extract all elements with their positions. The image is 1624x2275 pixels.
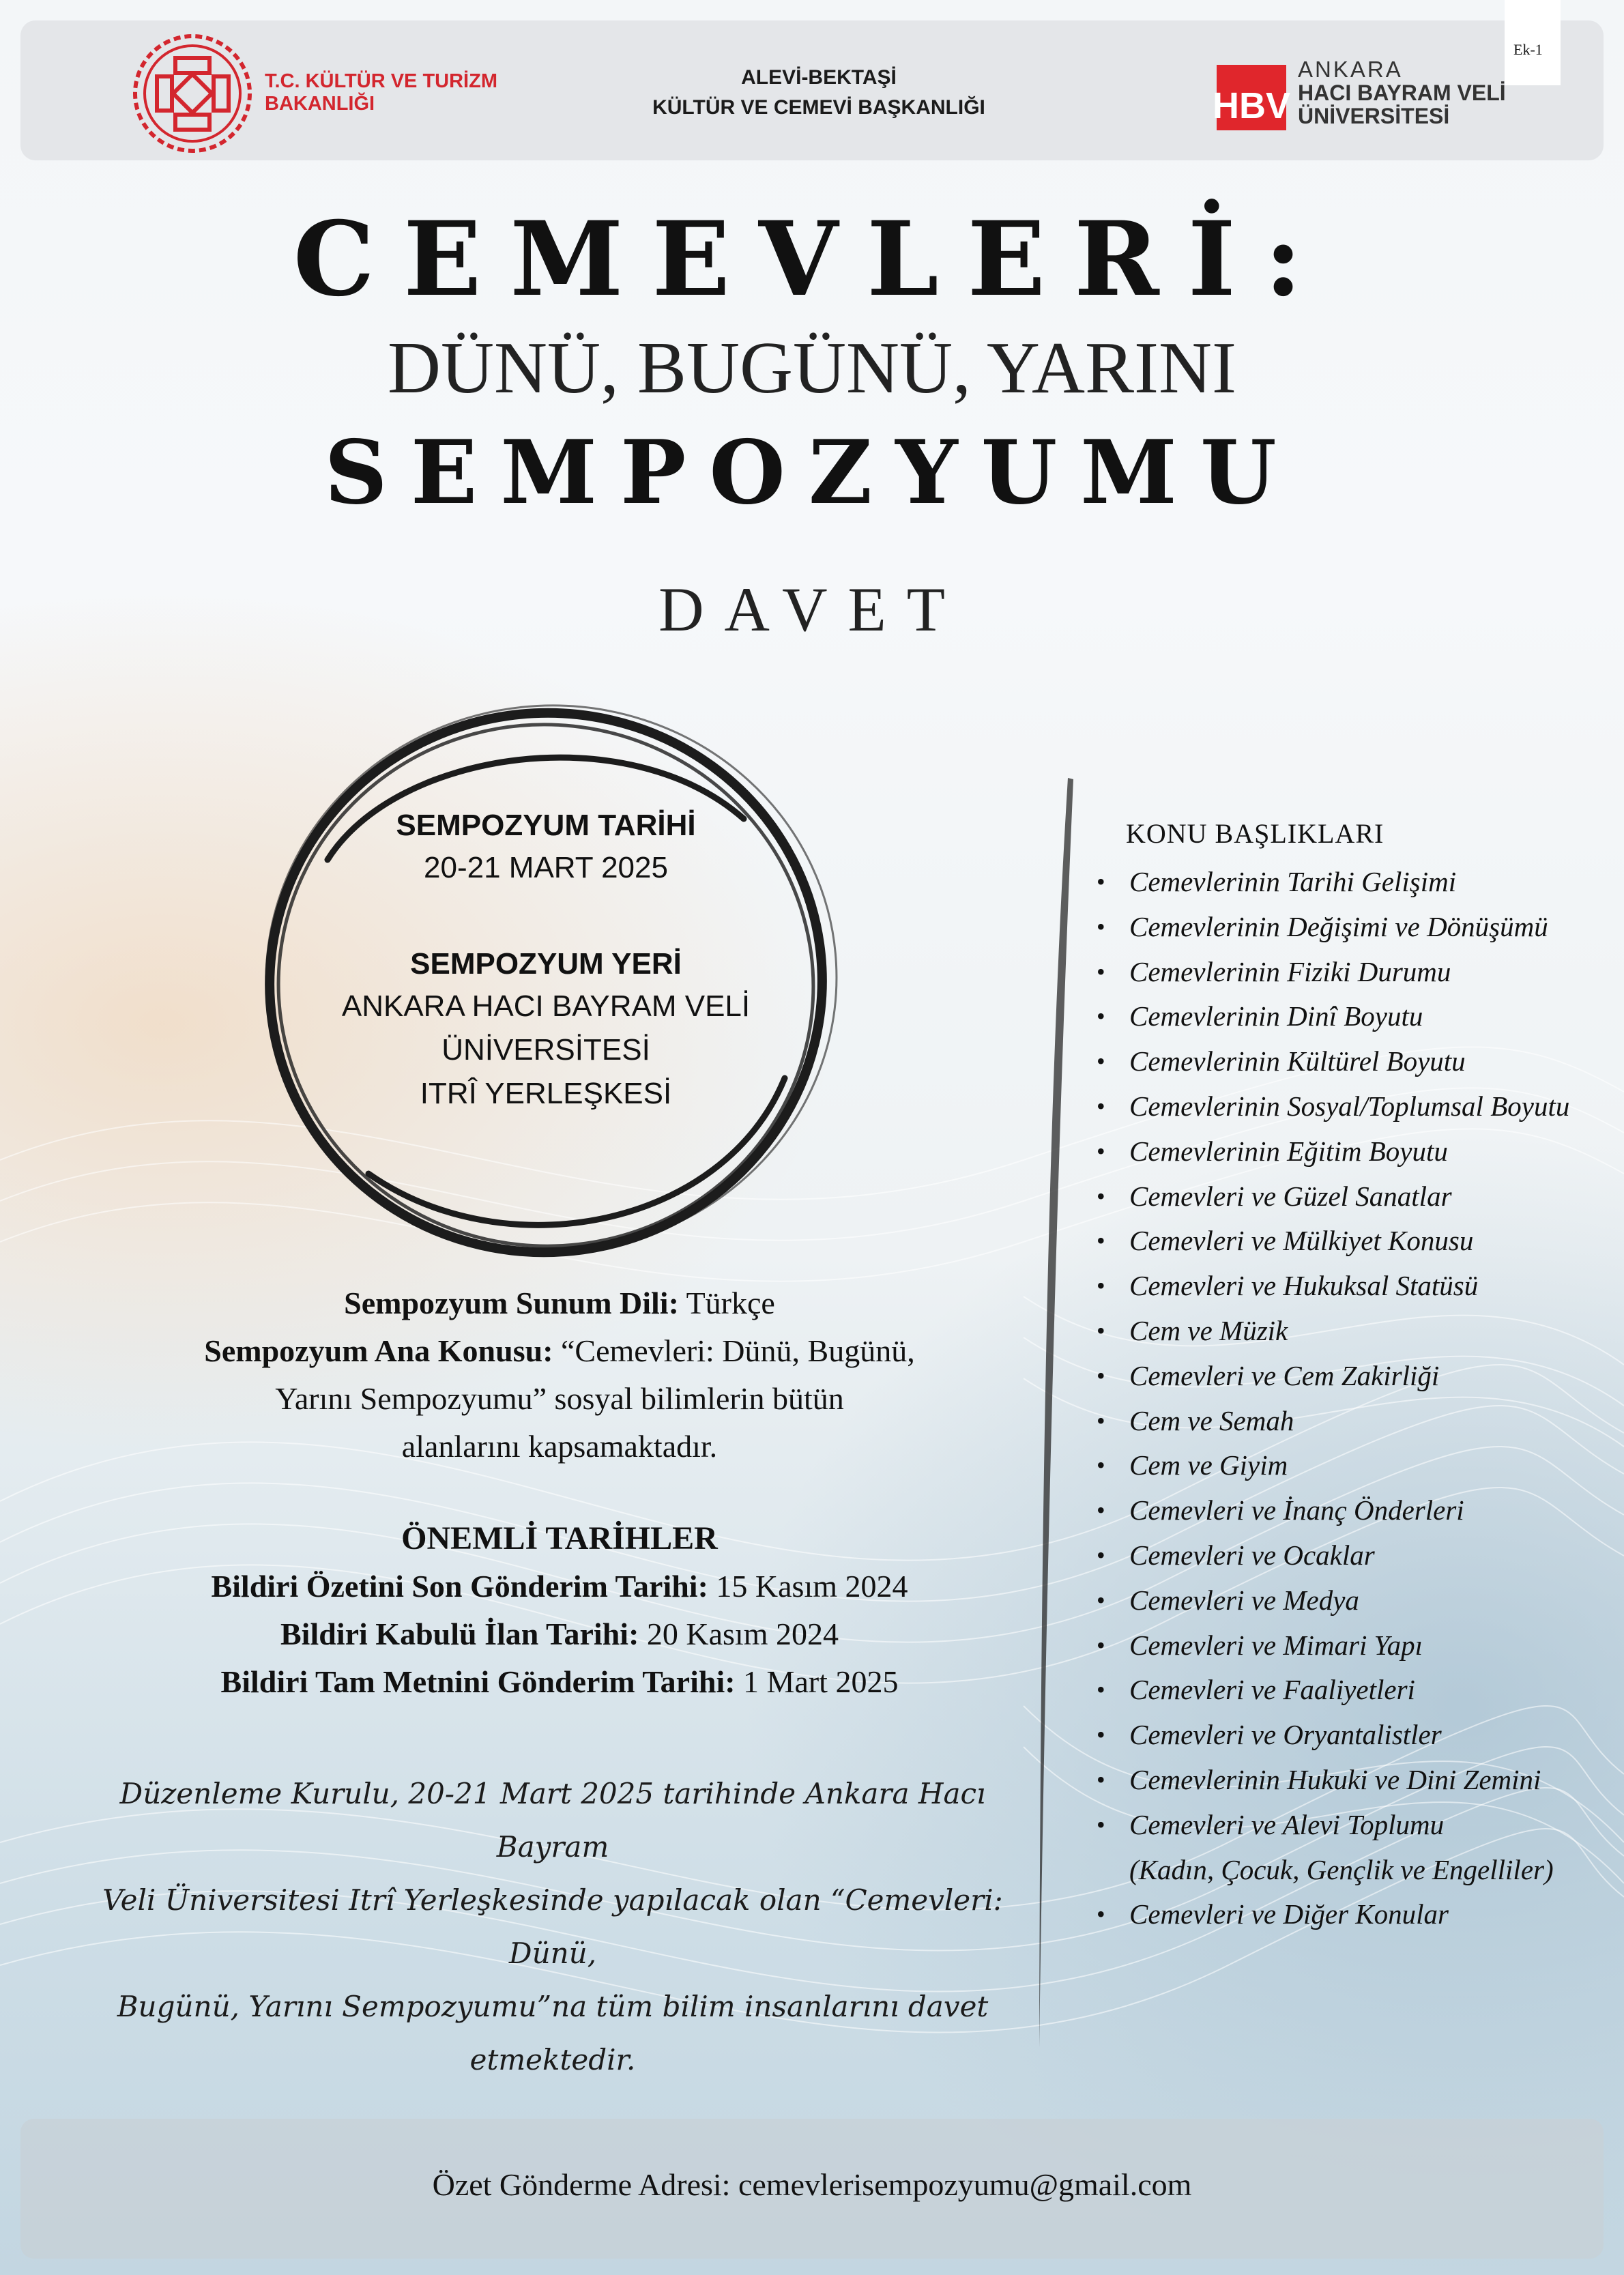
list-item: • Cem ve Giyim: [1097, 1449, 1288, 1481]
ministry-name: T.C. KÜLTÜR VE TURİZM BAKANLIĞI: [265, 70, 497, 115]
important-date-row: Bildiri Özetini Son Gönderim Tarihi: 15 Kasım 2024: [211, 1569, 908, 1604]
list-item: • Cemevlerinin Dinî Boyutu: [1097, 1000, 1423, 1032]
attachment-label: Ek-1: [1513, 41, 1543, 58]
symposium-info: [123, 1279, 996, 1470]
invitation-heading: DAVET: [658, 575, 966, 644]
list-item: • Cemevleri ve Mülkiyet Konusu: [1097, 1225, 1474, 1257]
abstract-submission-address: Özet Gönderme Adresi: cemevlerisempozyumu@gmail.com: [432, 2167, 1192, 2202]
main-topic-line: Sempozyum Ana Konusu: “Cemevleri: Dünü, Bugünü,: [204, 1333, 915, 1368]
list-item: • Cemevlerinin Kültürel Boyutu: [1097, 1045, 1466, 1077]
symposium-place-heading: SEMPOZYUM YERİ: [410, 947, 682, 981]
symposium-date-block: [287, 805, 805, 890]
main-topic-line: alanlarını kapsamaktadır.: [401, 1429, 718, 1464]
important-dates: [123, 1515, 996, 1706]
hbv-logo-icon: [1212, 65, 1291, 130]
list-item-continuation: (Kadın, Çocuk, Gençlik ve Engelliler): [1129, 1853, 1554, 1885]
list-item: • Cemevleri ve Mimari Yapı: [1097, 1629, 1423, 1661]
university-name: ANKARA HACI BAYRAM VELİ ÜNİVERSİTESİ: [1298, 57, 1506, 128]
department-name: ALEVİ-BEKTAŞİ KÜLTÜR VE CEMEVİ BAŞKANLIĞI: [652, 66, 985, 119]
list-item: • Cemevleri ve Cem Zakirliği: [1097, 1359, 1440, 1391]
list-item: • Cemevleri ve Oryantalistler: [1097, 1719, 1442, 1751]
important-date-row: Bildiri Kabulü İlan Tarihi: 20 Kasım 2024: [280, 1617, 839, 1651]
important-dates-title: ÖNEMLİ TARİHLER: [401, 1520, 718, 1556]
list-item: • Cemevlerinin Değişimi ve Dönüşümü: [1097, 910, 1548, 942]
brush-divider: [1020, 771, 1082, 2054]
symposium-place-line: ÜNİVERSİTESİ: [441, 1033, 650, 1067]
main-topic-line: Yarını Sempozyumu” sosyal bilimlerin bütün: [275, 1381, 844, 1416]
language-line: Sempozyum Sunum Dili: Türkçe: [344, 1286, 775, 1320]
important-date-row: Bildiri Tam Metnini Gönderim Tarihi: 1 Mart 2025: [220, 1664, 899, 1699]
list-item: • Cemevleri ve Güzel Sanatlar: [1097, 1180, 1452, 1212]
title-line-2: DÜNÜ, BUGÜNÜ, YARINI: [388, 328, 1236, 409]
list-item: • Cemevlerinin Fiziki Durumu: [1097, 955, 1451, 987]
list-item: • Cemevleri ve Alevi Toplumu (Kadın, Çocuk, Gençlik ve Engelliler): [1095, 1803, 1569, 1893]
symposium-place-line: ITRÎ YERLEŞKESİ: [420, 1077, 672, 1110]
invitation-paragraph: Düzenleme Kurulu, 20-21 Mart 2025 tarihinde Ankara Hacı Bayram Veli Üniversitesi Itrî Yerleşkesinde yapılacak olan “Cemevleri: Dünü, Bugünü, Yarını Sempozyumu”na tüm bilim insanlarını davet etmektedir.: [102, 1777, 1003, 2076]
title-line-1: CEMEVLERİ:: [293, 199, 1331, 319]
title-line-3: SEMPOZYUMU: [324, 422, 1300, 524]
topics-title: KONU BAŞLIKLARI: [1126, 818, 1384, 849]
symposium-date-value: 20-21 MART 2025: [424, 851, 668, 884]
list-item: • Cemevleri ve Faaliyetleri: [1097, 1674, 1415, 1706]
list-item: • Cemevleri ve Medya: [1097, 1584, 1359, 1616]
list-item: • Cemevlerinin Sosyal/Toplumsal Boyutu: [1097, 1090, 1570, 1122]
symposium-place-line: ANKARA HACI BAYRAM VELİ: [341, 989, 751, 1023]
ministry-emblem-icon: [133, 34, 252, 154]
topics-list: [1095, 860, 1569, 1937]
svg-text:HBV: HBV: [1212, 85, 1291, 126]
list-item: • Cemevlerinin Eğitim Boyutu: [1097, 1135, 1448, 1167]
list-item: • Cemevleri ve Ocaklar: [1097, 1539, 1375, 1571]
symposium-place-block: [287, 944, 805, 1116]
list-item: • Cemevleri ve Hukuksal Statüsü: [1097, 1270, 1479, 1302]
list-item: • Cemevleri ve Diğer Konular: [1097, 1898, 1449, 1930]
list-item: • Cemevlerinin Tarihi Gelişimi: [1097, 866, 1457, 897]
list-item: • Cemevlerinin Hukuki ve Dini Zemini: [1097, 1763, 1541, 1795]
list-item: • Cem ve Semah: [1097, 1404, 1294, 1436]
list-item: • Cem ve Müzik: [1097, 1314, 1288, 1346]
list-item: • Cemevleri ve İnanç Önderleri: [1097, 1494, 1464, 1526]
symposium-date-heading: SEMPOZYUM TARİHİ: [396, 809, 696, 842]
